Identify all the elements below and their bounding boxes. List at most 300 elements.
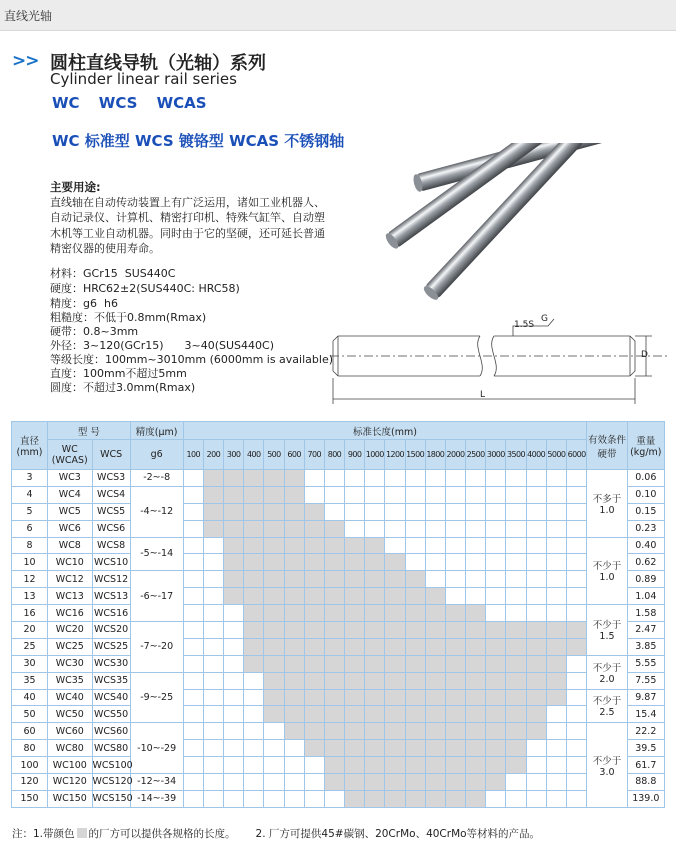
length-availability-cell bbox=[486, 588, 506, 605]
length-availability-cell bbox=[244, 486, 264, 503]
length-availability-cell bbox=[203, 605, 223, 622]
length-availability-cell bbox=[566, 571, 586, 588]
table-row bbox=[12, 774, 665, 791]
length-availability-cell bbox=[264, 740, 284, 757]
length-availability-cell bbox=[486, 503, 506, 520]
length-availability-cell bbox=[385, 588, 405, 605]
length-availability-cell bbox=[345, 470, 365, 487]
length-availability-cell bbox=[526, 520, 546, 537]
length-availability-cell bbox=[486, 638, 506, 655]
length-availability-cell bbox=[385, 486, 405, 503]
length-availability-cell bbox=[345, 554, 365, 571]
hard-layer-cell: 不少于 1.5 bbox=[587, 605, 627, 656]
length-availability-cell bbox=[566, 790, 586, 807]
length-availability-cell bbox=[385, 605, 405, 622]
wcs-model-cell: WCS5 bbox=[92, 503, 130, 520]
length-availability-cell bbox=[405, 470, 425, 487]
length-availability-cell bbox=[284, 486, 304, 503]
length-availability-cell bbox=[546, 790, 566, 807]
wcs-model-cell: WCS60 bbox=[92, 723, 130, 740]
length-availability-cell bbox=[203, 622, 223, 639]
table-row bbox=[12, 655, 665, 672]
length-availability-cell bbox=[486, 757, 506, 774]
length-availability-cell bbox=[345, 571, 365, 588]
length-availability-cell bbox=[244, 638, 264, 655]
length-availability-cell bbox=[365, 638, 385, 655]
length-availability-cell bbox=[183, 655, 203, 672]
length-availability-cell bbox=[445, 774, 465, 791]
length-availability-cell bbox=[183, 470, 203, 487]
length-availability-cell bbox=[506, 706, 526, 723]
length-availability-cell bbox=[425, 486, 445, 503]
length-availability-cell bbox=[244, 554, 264, 571]
precision-cell: -14~-39 bbox=[130, 790, 183, 807]
usage-heading: 主要用途: bbox=[50, 180, 101, 194]
length-availability-cell bbox=[486, 520, 506, 537]
wc-model-cell: WC80 bbox=[48, 740, 93, 757]
length-availability-cell bbox=[445, 757, 465, 774]
length-availability-cell bbox=[365, 706, 385, 723]
length-availability-cell bbox=[566, 622, 586, 639]
length-availability-cell bbox=[183, 622, 203, 639]
length-availability-cell bbox=[486, 554, 506, 571]
length-availability-cell bbox=[566, 537, 586, 554]
wcs-model-cell: WCS10 bbox=[92, 554, 130, 571]
length-availability-cell bbox=[224, 723, 244, 740]
length-availability-cell bbox=[385, 554, 405, 571]
length-availability-cell bbox=[224, 672, 244, 689]
footnote-text: 的厂方可以提供各规格的长度。 2. 厂方可提供45#碳钢、20CrMo、40CrMo等材料的产品。 bbox=[88, 828, 541, 840]
length-availability-cell bbox=[203, 689, 223, 706]
length-availability-cell bbox=[365, 790, 385, 807]
length-availability-cell bbox=[506, 470, 526, 487]
weight-cell: 0.10 bbox=[627, 486, 664, 503]
length-availability-cell bbox=[264, 638, 284, 655]
wc-model-cell: WC6 bbox=[48, 520, 93, 537]
length-availability-cell bbox=[385, 638, 405, 655]
length-header: 4000 bbox=[526, 440, 546, 470]
length-availability-cell bbox=[526, 537, 546, 554]
length-availability-cell bbox=[466, 537, 486, 554]
length-availability-cell bbox=[324, 605, 344, 622]
length-availability-cell bbox=[506, 622, 526, 639]
length-availability-cell bbox=[466, 774, 486, 791]
length-availability-cell bbox=[445, 470, 465, 487]
length-availability-cell bbox=[244, 655, 264, 672]
length-availability-cell bbox=[183, 638, 203, 655]
length-availability-cell bbox=[486, 470, 506, 487]
length-availability-cell bbox=[466, 757, 486, 774]
length-availability-cell bbox=[385, 689, 405, 706]
length-availability-cell bbox=[224, 740, 244, 757]
length-availability-cell bbox=[365, 503, 385, 520]
wc-model-cell: WC20 bbox=[48, 622, 93, 639]
length-availability-cell bbox=[244, 723, 264, 740]
length-availability-cell bbox=[506, 537, 526, 554]
table-row bbox=[12, 723, 665, 740]
length-availability-cell bbox=[445, 605, 465, 622]
length-availability-cell bbox=[264, 486, 284, 503]
weight-cell: 0.23 bbox=[627, 520, 664, 537]
length-availability-cell bbox=[224, 689, 244, 706]
length-availability-cell bbox=[445, 740, 465, 757]
length-availability-cell bbox=[405, 554, 425, 571]
hard-layer-cell: 不多于 1.0 bbox=[587, 470, 627, 538]
length-availability-cell bbox=[425, 622, 445, 639]
length-availability-cell bbox=[324, 520, 344, 537]
length-availability-cell bbox=[224, 554, 244, 571]
length-availability-cell bbox=[183, 605, 203, 622]
diameter-cell: 12 bbox=[12, 571, 48, 588]
length-availability-cell bbox=[264, 470, 284, 487]
length-availability-cell bbox=[466, 503, 486, 520]
length-availability-cell bbox=[365, 723, 385, 740]
wc-model-cell: WC100 bbox=[48, 757, 93, 774]
length-availability-cell bbox=[425, 740, 445, 757]
length-availability-cell bbox=[385, 520, 405, 537]
length-availability-cell bbox=[244, 470, 264, 487]
length-availability-cell bbox=[405, 571, 425, 588]
diameter-cell: 5 bbox=[12, 503, 48, 520]
length-availability-cell bbox=[224, 774, 244, 791]
length-availability-cell bbox=[345, 790, 365, 807]
length-availability-cell bbox=[566, 740, 586, 757]
diameter-cell: 100 bbox=[12, 757, 48, 774]
length-availability-cell bbox=[425, 706, 445, 723]
wc-model-cell: WC12 bbox=[48, 571, 93, 588]
length-availability-cell bbox=[324, 503, 344, 520]
length-availability-cell bbox=[244, 689, 264, 706]
length-availability-cell bbox=[324, 723, 344, 740]
length-header: 2000 bbox=[445, 440, 465, 470]
length-availability-cell bbox=[526, 571, 546, 588]
length-availability-cell bbox=[345, 537, 365, 554]
length-availability-cell bbox=[385, 672, 405, 689]
length-availability-cell bbox=[284, 470, 304, 487]
wc-model-cell: WC50 bbox=[48, 706, 93, 723]
diameter-cell: 8 bbox=[12, 537, 48, 554]
length-availability-cell bbox=[304, 486, 324, 503]
wc-model-cell: WC30 bbox=[48, 655, 93, 672]
length-availability-cell bbox=[445, 706, 465, 723]
length-availability-cell bbox=[203, 470, 223, 487]
wc-model-cell: WC5 bbox=[48, 503, 93, 520]
length-availability-cell bbox=[526, 588, 546, 605]
length-availability-cell bbox=[264, 655, 284, 672]
diameter-cell: 10 bbox=[12, 554, 48, 571]
length-availability-cell bbox=[244, 503, 264, 520]
length-availability-cell bbox=[425, 554, 445, 571]
length-availability-cell bbox=[365, 757, 385, 774]
length-availability-cell bbox=[345, 774, 365, 791]
length-availability-cell bbox=[486, 740, 506, 757]
length-availability-cell bbox=[425, 655, 445, 672]
length-availability-cell bbox=[405, 486, 425, 503]
length-availability-cell bbox=[284, 537, 304, 554]
length-availability-cell bbox=[324, 655, 344, 672]
length-availability-cell bbox=[224, 622, 244, 639]
length-availability-cell bbox=[203, 740, 223, 757]
length-availability-cell bbox=[405, 757, 425, 774]
length-header: 800 bbox=[324, 440, 344, 470]
length-availability-cell bbox=[365, 605, 385, 622]
length-availability-cell bbox=[284, 757, 304, 774]
length-availability-cell bbox=[284, 588, 304, 605]
length-availability-cell bbox=[486, 790, 506, 807]
weight-cell: 0.40 bbox=[627, 537, 664, 554]
length-availability-cell bbox=[405, 503, 425, 520]
length-availability-cell bbox=[526, 638, 546, 655]
length-header: 100 bbox=[183, 440, 203, 470]
length-availability-cell bbox=[345, 486, 365, 503]
wc-model-cell: WC25 bbox=[48, 638, 93, 655]
length-availability-cell bbox=[546, 740, 566, 757]
length-availability-cell bbox=[224, 757, 244, 774]
length-header: 3000 bbox=[486, 440, 506, 470]
length-availability-cell bbox=[244, 740, 264, 757]
length-availability-cell bbox=[304, 503, 324, 520]
length-availability-cell bbox=[466, 622, 486, 639]
length-availability-cell bbox=[526, 605, 546, 622]
length-availability-cell bbox=[466, 655, 486, 672]
length-header: 6000 bbox=[566, 440, 586, 470]
length-availability-cell bbox=[304, 706, 324, 723]
length-availability-cell bbox=[284, 622, 304, 639]
spec-roughness: 粗糙度：不低于0.8mm(Rmax) bbox=[50, 311, 207, 324]
weight-cell: 0.06 bbox=[627, 470, 664, 487]
wcs-model-cell: WCS40 bbox=[92, 689, 130, 706]
length-availability-cell bbox=[224, 503, 244, 520]
spec-hard-layer: 硬带：0.8~3mm bbox=[50, 325, 139, 338]
length-availability-cell bbox=[526, 689, 546, 706]
length-availability-cell bbox=[365, 520, 385, 537]
length-availability-cell bbox=[526, 706, 546, 723]
diameter-cell: 150 bbox=[12, 790, 48, 807]
length-availability-cell bbox=[264, 672, 284, 689]
length-availability-cell bbox=[183, 520, 203, 537]
title-arrows: >> bbox=[12, 51, 39, 71]
length-availability-cell bbox=[324, 571, 344, 588]
footnote bbox=[12, 826, 540, 841]
length-availability-cell bbox=[566, 605, 586, 622]
length-availability-cell bbox=[566, 706, 586, 723]
length-availability-cell bbox=[425, 672, 445, 689]
length-availability-cell bbox=[203, 672, 223, 689]
length-availability-cell bbox=[546, 503, 566, 520]
length-availability-cell bbox=[546, 486, 566, 503]
length-availability-cell bbox=[546, 723, 566, 740]
weight-cell: 2.47 bbox=[627, 622, 664, 639]
length-availability-cell bbox=[506, 723, 526, 740]
hard-layer-cell: 不少于 1.0 bbox=[587, 537, 627, 605]
length-availability-cell bbox=[284, 554, 304, 571]
length-availability-cell bbox=[345, 689, 365, 706]
wcs-model-cell: WCS100 bbox=[92, 757, 130, 774]
table-row bbox=[12, 486, 665, 503]
table-row bbox=[12, 571, 665, 588]
length-availability-cell bbox=[385, 537, 405, 554]
length-availability-cell bbox=[566, 638, 586, 655]
length-availability-cell bbox=[486, 486, 506, 503]
length-availability-cell bbox=[324, 757, 344, 774]
length-header: 5000 bbox=[546, 440, 566, 470]
length-availability-cell bbox=[304, 740, 324, 757]
table-row bbox=[12, 706, 665, 723]
length-availability-cell bbox=[466, 723, 486, 740]
length-availability-cell bbox=[385, 622, 405, 639]
breadcrumb[interactable]: 直线光轴 bbox=[4, 9, 53, 23]
length-availability-cell bbox=[365, 774, 385, 791]
wc-model-cell: WC13 bbox=[48, 588, 93, 605]
length-availability-cell bbox=[486, 571, 506, 588]
length-availability-cell bbox=[244, 774, 264, 791]
length-availability-cell bbox=[304, 672, 324, 689]
length-availability-cell bbox=[425, 774, 445, 791]
length-header: 900 bbox=[345, 440, 365, 470]
length-availability-cell bbox=[546, 571, 566, 588]
length-availability-cell bbox=[264, 537, 284, 554]
length-availability-cell bbox=[405, 605, 425, 622]
length-availability-cell bbox=[425, 790, 445, 807]
precision-cell: -9~-25 bbox=[130, 672, 183, 723]
length-availability-cell bbox=[405, 672, 425, 689]
length-availability-cell bbox=[546, 520, 566, 537]
length-availability-cell bbox=[425, 723, 445, 740]
length-availability-cell bbox=[546, 757, 566, 774]
length-availability-cell bbox=[546, 554, 566, 571]
gray-swatch bbox=[77, 828, 87, 838]
length-availability-cell bbox=[324, 537, 344, 554]
table-row bbox=[12, 622, 665, 639]
length-availability-cell bbox=[365, 689, 385, 706]
length-availability-cell bbox=[304, 588, 324, 605]
length-availability-cell bbox=[445, 486, 465, 503]
length-availability-cell bbox=[546, 774, 566, 791]
weight-cell: 22.2 bbox=[627, 723, 664, 740]
length-availability-cell bbox=[506, 571, 526, 588]
length-availability-cell bbox=[345, 588, 365, 605]
wc-model-cell: WC60 bbox=[48, 723, 93, 740]
length-availability-cell bbox=[566, 774, 586, 791]
spec-table bbox=[11, 421, 665, 808]
length-availability-cell bbox=[546, 672, 566, 689]
length-availability-cell bbox=[445, 723, 465, 740]
length-availability-cell bbox=[506, 638, 526, 655]
length-availability-cell bbox=[284, 723, 304, 740]
length-availability-cell bbox=[445, 554, 465, 571]
length-availability-cell bbox=[244, 571, 264, 588]
length-availability-cell bbox=[203, 790, 223, 807]
length-availability-cell bbox=[365, 740, 385, 757]
length-availability-cell bbox=[526, 554, 546, 571]
weight-cell: 1.58 bbox=[627, 605, 664, 622]
diameter-cell: 50 bbox=[12, 706, 48, 723]
length-availability-cell bbox=[526, 503, 546, 520]
length-availability-cell bbox=[405, 520, 425, 537]
col-weight: 重量(kg/m) bbox=[627, 422, 664, 470]
weight-cell: 0.62 bbox=[627, 554, 664, 571]
length-availability-cell bbox=[385, 470, 405, 487]
length-header: 1000 bbox=[365, 440, 385, 470]
length-availability-cell bbox=[385, 790, 405, 807]
spec-hardness: 硬度：HRC62±2(SUS440C: HRC58) bbox=[50, 282, 240, 295]
length-availability-cell bbox=[486, 723, 506, 740]
length-availability-cell bbox=[385, 706, 405, 723]
wc-model-cell: WC16 bbox=[48, 605, 93, 622]
length-availability-cell bbox=[466, 554, 486, 571]
length-availability-cell bbox=[345, 740, 365, 757]
length-availability-cell bbox=[203, 554, 223, 571]
length-availability-cell bbox=[506, 520, 526, 537]
length-availability-cell bbox=[466, 689, 486, 706]
weight-cell: 9.87 bbox=[627, 689, 664, 706]
length-availability-cell bbox=[244, 537, 264, 554]
wc-model-cell: WC150 bbox=[48, 790, 93, 807]
length-availability-cell bbox=[466, 638, 486, 655]
length-availability-cell bbox=[445, 655, 465, 672]
length-availability-cell bbox=[264, 622, 284, 639]
precision-cell: -7~-20 bbox=[130, 622, 183, 673]
wcs-model-cell: WCS35 bbox=[92, 672, 130, 689]
length-availability-cell bbox=[365, 655, 385, 672]
length-availability-cell bbox=[284, 638, 304, 655]
length-availability-cell bbox=[304, 655, 324, 672]
length-availability-cell bbox=[526, 655, 546, 672]
length-availability-cell bbox=[224, 537, 244, 554]
length-availability-cell bbox=[224, 605, 244, 622]
length-availability-cell bbox=[183, 689, 203, 706]
length-availability-cell bbox=[264, 790, 284, 807]
length-availability-cell bbox=[203, 503, 223, 520]
table-row bbox=[12, 672, 665, 689]
diameter-cell: 25 bbox=[12, 638, 48, 655]
length-header: 300 bbox=[224, 440, 244, 470]
length-availability-cell bbox=[304, 520, 324, 537]
wcs-model-cell: WCS13 bbox=[92, 588, 130, 605]
length-availability-cell bbox=[566, 757, 586, 774]
model-list: WC WCS WCAS bbox=[52, 94, 207, 112]
length-availability-cell bbox=[264, 588, 284, 605]
precision-cell: -5~-14 bbox=[130, 537, 183, 571]
wcs-model-cell: WCS12 bbox=[92, 571, 130, 588]
length-availability-cell bbox=[425, 520, 445, 537]
length-availability-cell bbox=[365, 672, 385, 689]
col-g6: g6 bbox=[130, 440, 183, 470]
length-availability-cell bbox=[203, 537, 223, 554]
wcs-model-cell: WCS3 bbox=[92, 470, 130, 487]
spec-diameter: 外径：3~120(GCr15) 3~40(SUS440C) bbox=[50, 339, 274, 352]
length-availability-cell bbox=[365, 554, 385, 571]
length-availability-cell bbox=[566, 520, 586, 537]
weight-cell: 3.85 bbox=[627, 638, 664, 655]
hard-layer-cell: 不少于 3.0 bbox=[587, 723, 627, 807]
length-availability-cell bbox=[365, 486, 385, 503]
length-availability-cell bbox=[183, 706, 203, 723]
length-availability-cell bbox=[244, 605, 264, 622]
length-availability-cell bbox=[284, 655, 304, 672]
length-availability-cell bbox=[486, 706, 506, 723]
length-availability-cell bbox=[526, 622, 546, 639]
wc-model-cell: WC4 bbox=[48, 486, 93, 503]
precision-cell: -4~-12 bbox=[130, 486, 183, 537]
length-availability-cell bbox=[324, 672, 344, 689]
weight-cell: 0.15 bbox=[627, 503, 664, 520]
wc-model-cell: WC3 bbox=[48, 470, 93, 487]
length-availability-cell bbox=[506, 503, 526, 520]
length-availability-cell bbox=[224, 706, 244, 723]
length-availability-cell bbox=[466, 588, 486, 605]
length-availability-cell bbox=[264, 605, 284, 622]
